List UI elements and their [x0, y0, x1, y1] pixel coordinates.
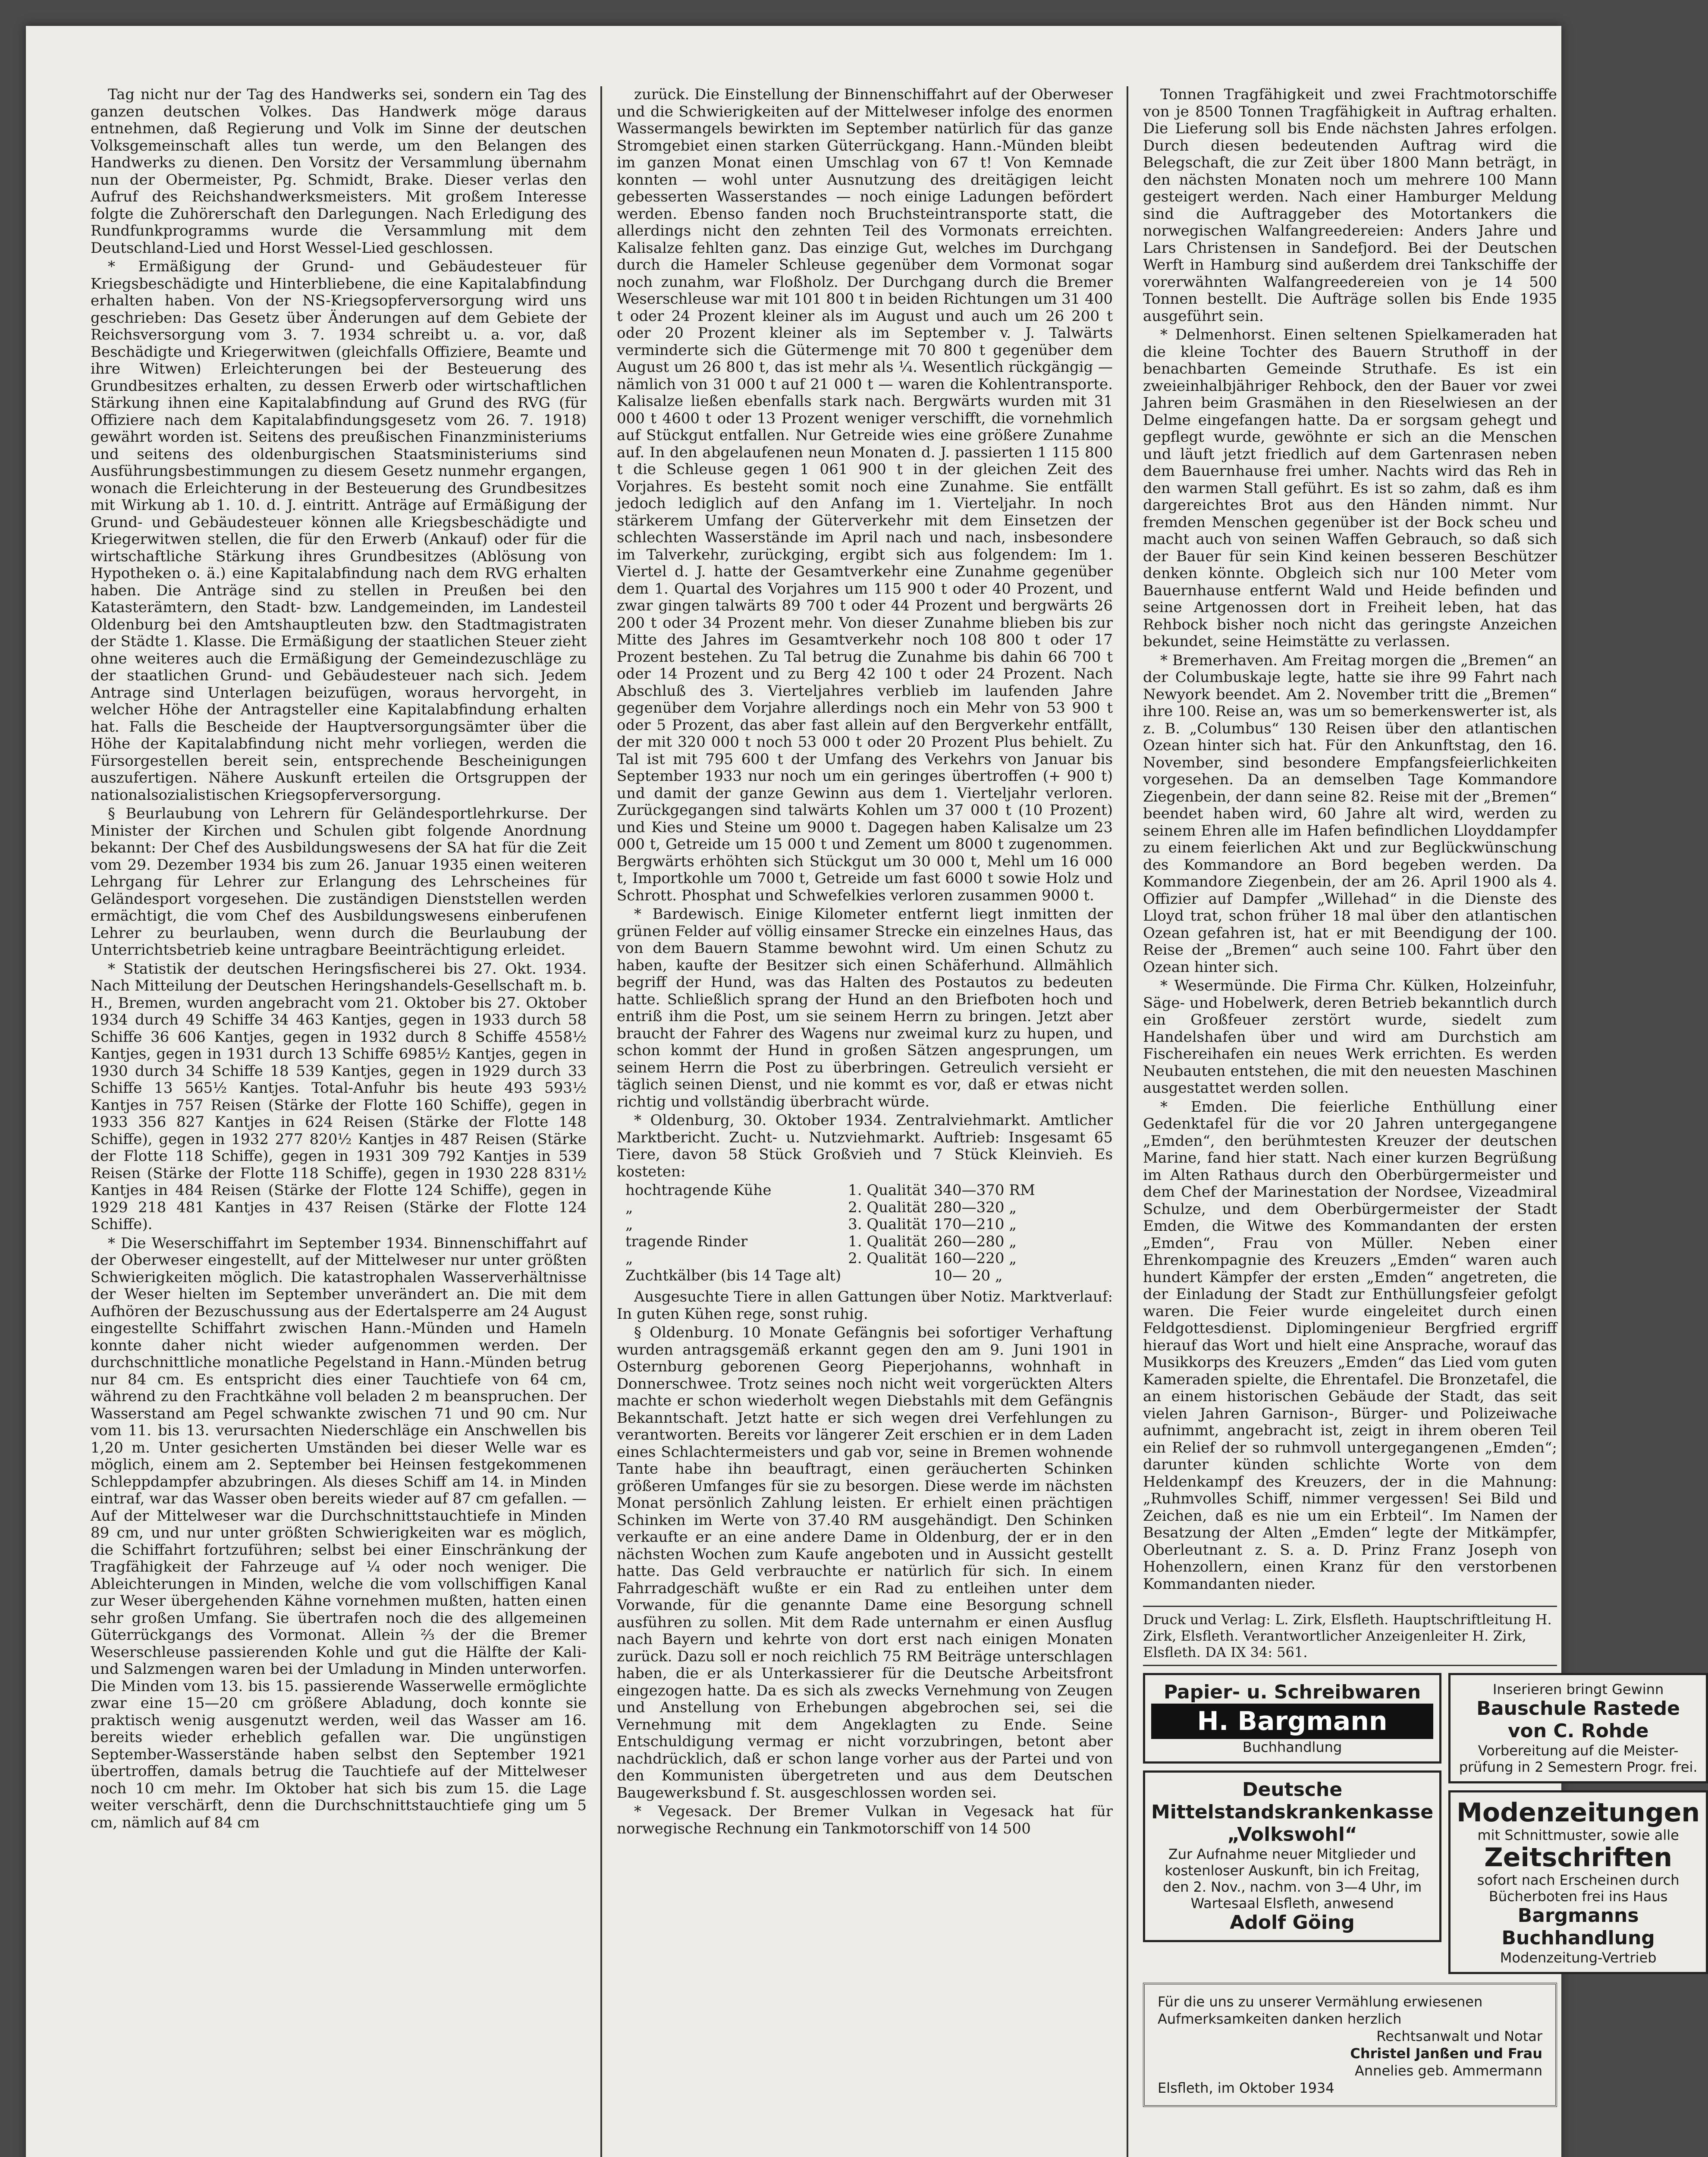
- ad-krankenkasse: Deutsche Mittelstandskrankenkasse „Volkswohl“ Zur Aufnahme neuer Mitglieder und kostenloser Auskunft, bin ich Freitag, den 2. Nov., nachm. von 3—4 Uhr, im Wartesaal Elsfleth, anwesend Adolf Göing: [1143, 1770, 1441, 1942]
- article-bremerhaven: * Bremerhaven. Am Freitag morgen die „Bremen“ an der Columbuskaje legte, hatte sie ihre 99 Fahrt nach Newyork beendet. Am 2. November tritt die „Bremen“ ihre 100. Reise an, was um so bemerkenswerter ist, als z. B. „Columbus“ 130 Reisen über den atlantischen Ozean hinter sich hat. Für den Ankunftstag, den 16. November, sind besondere Empfangsfeierlichkeiten vorgesehen. Da an demselben Tage Kommandore Ziegenbein, der dann seine 82. Reise mit der „Bremen“ beendet haben wird, 60 Jahre alt wird, werden zu seinem Ehren alle im Hafen befindlichen Lloyddampfer zu einem feierlichen Akt und zur Beglückwünschung des Kommandore an Bord begeben werden. Da Kommandore Ziegenbein, der am 26. April 1900 als 4. Offizier auf Dampfer „Willehad“ in die Dienste des Lloyd trat, schon früher 18 mal über den atlantischen Ozean gefahren ist, hat er mit Beendigung der 100. Reise der „Bremen“ auch seine 100. Fahrt über den Ozean hinter sich.: [1143, 651, 1557, 976]
- ad-modenzeitungen: Modenzeitungen mit Schnittmuster, sowie alle Zeitschriften sofort nach Erscheinen durch Bücherboten frei ins Haus Bargmanns Buchhandlung Modenzeitung-Vertrieb: [1448, 1790, 1708, 1974]
- article-bardewisch: * Bardewisch. Einige Kilometer entfernt liegt inmitten der grünen Felder auf völlig einsamer Strecke ein einzelnes Haus, das von dem Bauern Stamme bewohnt wird. Um einen Schutz zu haben, kaufte der Besitzer sich einen Schäferhund. Allmählich begriff der Hund, was das Halten des Postautos zu bedeuten hatte. Schließlich sprang der Hund an den Briefboten hoch und entriß ihm die Post, um sie seinem Herrn zu bringen. Jetzt aber braucht der Fahrer des Wagens nur zweimal kurz zu hupen, und schon kommt der Hund in großen Sätzen angesprungen, um seinem Herrn die Post zu überbringen. Getreulich versieht er täglich seinen Dienst, und nie kommt es vor, daß er etwas nicht richtig und vollständig überbracht würde.: [617, 906, 1113, 1110]
- thanks-notice: Für die uns zu unserer Vermählung erwiesenen Aufmerksamkeiten danken herzlich Rechtsanwalt und Notar Christel Janßen und Frau Annelies geb. Ammermann Elsfleth, im Oktober 1934: [1143, 1983, 1557, 2107]
- article-lehrer: § Beurlaubung von Lehrern für Geländesportlehrkurse. Der Minister der Kirchen und Schulen gibt folgende Anordnung bekannt: Der Chef des Ausbildungswesens der SA hat für die Zeit vom 29. Dezember 1934 bis zum 26. Januar 1935 einen weiteren Lehrgang für Lehrer zur Erlangung des Lehrscheines für Geländesport vorgesehen. Die zuständigen Dienststellen werden ermächtigt, die vom Chef des Ausbildungswesens einberufenen Lehrer zu beurlauben, wenn durch die Beurlaubung der Unterrichtsbetrieb keine untragbare Beeinträchtigung erleidet.: [91, 805, 587, 959]
- column-rule: [600, 86, 602, 2157]
- column-2: [617, 86, 1113, 2157]
- article-vegesack: * Vegesack. Der Bremer Vulkan in Vegesack hat für norwegische Rechnung ein Tankmotorschiff von 14 500: [617, 1803, 1113, 1837]
- article-heringsfischerei: * Statistik der deutschen Heringsfischerei bis 27. Okt. 1934. Nach Mitteilung der Deutschen Heringshandels-Gesellschaft m. b. H., Bremen, wurden angebracht vom 21. Oktober bis 27. Oktober 1934 durch 49 Schiffe 34 463 Kantjes, gegen in 1933 durch 58 Schiffe 36 606 Kantjes, gegen in 1932 durch 8 Schiffe 4558½ Kantjes, gegen in 1931 durch 13 Schiffe 6985½ Kantjes, gegen in 1930 durch 34 Schiffe 18 539 Kantjes, gegen in 1929 durch 33 Schiffe 13 565½ Kantjes. Total-Anfuhr bis heute 493 593½ Kantjes in 757 Reisen (Stärke der Flotte 160 Schiffe), gegen in 1933 356 827 Kantjes in 624 Reisen (Stärke der Flotte 148 Schiffe), gegen in 1932 277 820½ Kantjes in 487 Reisen (Stärke der Flotte 118 Schiffe), gegen in 1931 309 792 Kantjes in 539 Reisen (Stärke der Flotte 118 Schiffe), gegen in 1930 228 831½ Kantjes in 484 Reisen (Stärke der Flotte 124 Schiffe), gegen in 1929 218 481 Kantjes in 437 Reisen (Stärke der Flotte 124 Schiffe).: [91, 960, 587, 1233]
- article-oldenburg-gericht: § Oldenburg. 10 Monate Gefängnis bei sofortiger Verhaftung wurden antragsgemäß erkannt gegen den am 9. Juni 1901 in Osternburg geborenen Georg Pieperjohanns, wohnhaft in Donnerschwee. Trotz seines noch nicht weit vorgerückten Alters machte er schon wiederholt wegen Diebstahls mit dem Gefängnis Bekanntschaft. Jetzt hatte er sich wegen drei Verfehlungen zu verantworten. Bereits vor längerer Zeit erschien er in dem Laden eines Schlachtermeisters und gab vor, seine in Bremen wohnende Tante habe ihn beauftragt, einen geräucherten Schinken größeren Umfanges für sie zu besorgen. Diese werde im nächsten Monat persönlich Zahlung leisten. Er erhielt einen prächtigen Schinken im Werte von 37.40 RM ausgehändigt. Den Schinken verkaufte er an eine andere Dame in Oldenburg, der er in den nächsten Wochen zum Kaufe angeboten und in Aussicht gestellt hatte. Das Geld verbrauchte er natürlich für sich. In einem Fahrradgeschäft wußte er ein Rad zu entleihen unter dem Vorwande, für die genannte Dame eine Besorgung schnell ausführen zu sollen. Mit dem Rade unternahm er einen Ausflug nach Bayern und kehrte von dort erst nach einigen Monaten zurück. Dazu soll er noch reichlich 75 RM Beiträge unterschlagen haben, die er als Unterkassierer für die Deutsche Arbeitsfront eingezogen hatte. Da es sich als zwecks Vernehmung von Zeugen und Anstellung von Erhebungen abgebrochen sei, sei die Vernehmung mit dem Angeklagten zu Ende. Seine Entschuldigung vermag er nicht vorzubringen, betont aber nachdrücklich, daß er schon lange vorher aus der Partei und von den Kommunisten übergetreten und aus dem Deutschen Baugewerksbund f. St. ausgeschlossen worden sei.: [617, 1324, 1113, 1802]
- article-wesermuende: * Wesermünde. Die Firma Chr. Külken, Holzeinfuhr, Säge- und Hobelwerk, deren Betrieb bekanntlich durch ein Großfeuer zerstört wurde, siedelt zum Handelshafen über und wird am Durchstich am Fischereihafen ein neues Werk errichten. Es werden Neubauten entstehen, die mit den neuesten Maschinen ausgestattet werden sollen.: [1143, 977, 1557, 1097]
- article-emden: * Emden. Die feierliche Enthüllung einer Gedenktafel für die vor 20 Jahren untergegangene „Emden“, den berühmtesten Kreuzer der deutschen Marine, fand hier statt. Nach einer kurzen Begrüßung im Alten Rathaus durch den Oberbürgermeister und dem Chef der Marinestation der Nordsee, Vizeadmiral Schulze, und dem Oberbürgermeister der Stadt Emden, die Witwe des Kommandanten der ersten „Emden“, Frau von Müller. Neben einer Ehrenkompagnie des Kreuzers „Emden“ waren auch hundert Kämpfer der ersten „Emden“ angetreten, die der Einladung der Stadt zur Enthüllungsfeier gefolgt waren. Die Feier wurde eingeleitet durch einen Feldgottesdienst. Diplomingenieur Bergfried ergriff hierauf das Wort und hielt eine Ansprache, worauf das Musikkorps des Kreuzers „Emden“ das Lied vom guten Kameraden spielte, die Ehrentafel. Die Bronzetafel, die an einem historischen Gebäude der Stadt, das seit vielen Jahren Garnison-, Bürger- und Polizeiwache aufnimmt, angebracht ist, zeigt in ihrem oberen Teil ein Relief der so ruhmvoll untergegangenen „Emden“; darunter künden schlichte Worte von dem Heldenkampf des Kreuzers, der in die Mahnung: „Ruhmvolles Schiff, nimmer vergessen! Sei Bild und Zeichen, daß es nie um ein Erbteil“. Im Namen der Besatzung der Alten „Emden“ legte der Mitkämpfer, Oberleutnant z. S. a. D. Prinz Franz Joseph von Hohenzollern, einen Kranz für den verstorbenen Kommandanten nieder.: [1143, 1098, 1557, 1593]
- table-row: „ 2. Qualität 280—320 „: [625, 1198, 1017, 1216]
- imprint: Druck und Verlag: L. Zirk, Elsfleth. Hauptschriftleitung H. Zirk, Elsfleth. Verantwortlicher Anzeigenleiter H. Zirk, Elsfleth. DA IX 34: 561.: [1143, 1606, 1557, 1666]
- article-kriegsbeschaedigte: * Ermäßigung der Grund- und Gebäudesteuer für Kriegsbeschädigte und Hinterbliebene, die eine Kapitalabfindung erhalten haben. Von der NS-Kriegsopferversorgung wird uns geschrieben: Das Gesetz über Änderungen auf dem Gebiete der Reichsversorgung vom 3. 7. 1934 schreibt u. a. vor, daß Beschädigte und Kriegerwitwen (gleichfalls Offiziere, Beamte und ihre Witwen) Erleichterungen bei der Besteuerung des Grundbesitzes erhalten, zu dessen Erwerb oder wirtschaftlichen Stärkung ihnen eine Kapitalabfindung auf Grund des RVG (für Offiziere nach dem Kapitalabfindungsgesetz vom 26. 7. 1918) gewährt worden ist. Seitens des preußischen Finanzministeriums und seitens des oldenburgischen Staatsministeriums sind Ausführungsbestimmungen zu diesem Gesetz nunmehr ergangen, wonach die Erleichterung in der Besteuerung des Grundbesitzes mit Wirkung ab 1. 10. d. J. eintritt. Anträge auf Ermäßigung der Grund- und Gebäudesteuer können alle Kriegsbeschädigte und Kriegerwitwen stellen, die für den Erwerb (Ankauf) oder für die wirtschaftliche Stärkung ihres Grundbesitzes (Ablösung von Hypotheken o. ä.) eine Kapitalabfindung nach dem RVG erhalten haben. Die Anträge sind zu stellen in Preußen bei den Katasterämtern, den Stadt- bzw. Landgemeinden, im Landesteil Oldenburg bei den Amtshauptleuten bzw. den Stadtmagistraten der Städte 1. Klasse. Die Ermäßigung der staatlichen Steuer zieht ohne weiteres auch die Ermäßigung der Gemeindezuschläge zu der staatlichen Grund- und Gebäudesteuer nach sich. Jedem Antrage sind Unterlagen beizufügen, woraus hervorgeht, in welcher Höhe der Antragsteller eine Kapitalabfindung erhalten hat. Falls die Bescheide der Hauptversorgungsämter über die Höhe der Kapitalabfindung nicht mehr vorliegen, werden die Fürsorgestellen bereit sein, entsprechende Bescheinigungen auszufertigen. Nähere Auskunft erteilen die Ortsgruppen der nationalsozialistischen Kriegsopferversorgung.: [91, 258, 587, 804]
- table-row: hochtragende Kühe 1. Qualität 340—370 RM: [625, 1182, 1035, 1199]
- article-weserschiffahrt: * Die Weserschiffahrt im September 1934. Binnenschiffahrt auf der Oberweser eingestellt, auf der Mittelweser nur unter größten Schwierigkeiten möglich. Die katastrophalen Wasserverhältnisse der Weser hielten im September unverändert an. Die mit dem Aufhören der Bezuschussung aus der Edertalsperre am 24 August eingestellte Schiffahrt zwischen Hann.-Münden und Hameln konnte daher nicht wieder aufgenommen werden. Der durchschnittliche monatliche Pegelstand in Hann.-Münden betrug nur 84 cm. Es entspricht dies einer Tauchtiefe von 64 cm, während zu den Frachtkähne voll beladen 2 m beanspruchen. Der Wasserstand am Pegel schwankte zwischen 71 und 90 cm. Nur vom 11. bis 13. verursachten Niederschläge ein Anschwellen bis 1,20 m. Unter gesicherten Umständen bei dieser Welle war es möglich, einem am 2. September bei Heinsen festgekommenen Schleppdampfer abzubringen. Als dieses Schiff am 14. in Minden eintraf, war das Wasser oben bereits wieder auf 87 cm gefallen. — Auf der Mittelweser war die Durchschnittstauchtiefe in Minden 89 cm, und nur unter größten Schwierigkeiten war es möglich, die Schiffahrt fortzuführen; selbst bei einer Einschränkung der Tragfähigkeit der Fahrzeuge auf ¼ oder noch weniger. Die Ableichterungen in Minden, welche die vom vollschiffigen Kanal zur Weser übergehenden Kähne vornehmen mußten, hatten einen sehr großen Umfang. Sie übertrafen noch die des allgemeinen Güterrückgangs des Vormonat. Allein ⅔ der die Bremer Weserschleuse passierenden Kohle und gut die Hälfte der Kali- und Salzmengen waren bei der Umladung in Minden unterworfen. Die Minden vom 13. bis 15. passierende Wasserwelle ermöglichte zwar eine 15—20 cm größere Abladung, doch konnte sie praktisch wenig ausgenutzt werden, weil das Wasser am 16. bereits wieder erheblich gefallen war. Die ungünstigen September-Wasserstände haben selbst den September 1921 übertroffen, damals betrug die Tauchtiefe auf der Mittelweser noch 10 cm mehr. Im Oktober hat sich bis zum 15. die Lage weiter verschärft, denn die Durchschnittstauchtiefe ging um 5 cm, nämlich auf 84 cm: [91, 1234, 587, 1831]
- ad-bargmann-papier: Papier- u. Schreibwaren H. Bargmann Buchhandlung: [1143, 1673, 1441, 1764]
- article-paragraph: Tag nicht nur der Tag des Handwerks sei, sondern ein Tag des ganzen deutschen Volkes. Das Handwerk möge daraus entnehmen, daß Regierung und Volk im Sinne der deutschen Volksgemeinschaft alles tun werde, um den Belangen des Handwerks zu dienen. Den Vorsitz der Versammlung übernahm nun der Obermeister, Pg. Schmidt, Brake. Dieser verlas den Aufruf des Reichshandwerksmeisters. Mit großem Interesse folgte die Zuhörerschaft den Darlegungen. Nach Erledigung des Rundfunkprogramms wurde die Versammlung mit dem Deutschland-Lied und Horst Wessel-Lied geschlossen.: [91, 86, 587, 257]
- ad-bauschule-rastede: Inserieren bringt Gewinn Bauschule Rastede von C. Rohde Vorbereitung auf die Meister-prüfung in 2 Semestern Progr. frei.: [1448, 1673, 1708, 1783]
- newspaper-page: [26, 26, 1700, 2157]
- column-3: [1143, 86, 1700, 2157]
- article-paragraph: Ausgesuchte Tiere in allen Gattungen über Notiz. Marktverlauf: In guten Kühen rege, sonst ruhig.: [617, 1288, 1113, 1323]
- column-rule: [1127, 86, 1128, 2157]
- price-table: [625, 1182, 1042, 1284]
- table-row: Zuchtkälber (bis 14 Tage alt) 10— 20 „: [625, 1267, 1003, 1284]
- column-1: [91, 86, 587, 2157]
- table-row: „ 2. Qualität 160—220 „: [625, 1250, 1017, 1267]
- article-paragraph: Tonnen Tragfähigkeit und zwei Frachtmotorschiffe von je 8500 Tonnen Tragfähigkeit in Auftrag erhalten. Die Lieferung soll bis Ende nächsten Jahres erfolgen. Durch diesen bedeutenden Auftrag wird die Belegschaft, die zur Zeit über 1800 Mann beträgt, in den nächsten Monaten noch um mehrere 100 Mann gesteigert werden. Nach einer Hamburger Meldung sind die Auftraggeber des Motortankers die norwegischen Walfangreedereien: Anders Jahre und Lars Christensen in Sandefjord. Bei der Deutschen Werft in Hamburg sind außerdem drei Tankschiffe der vorerwähnten Walfangreedereien von je 14 500 Tonnen bestellt. Die Aufträge sollen bis Ende 1935 ausgeführt sein.: [1143, 86, 1557, 325]
- table-row: tragende Rinder 1. Qualität 260—280 „: [625, 1233, 1017, 1250]
- table-row: „ 3. Qualität 170—210 „: [625, 1216, 1017, 1233]
- article-paragraph: zurück. Die Einstellung der Binnenschiffahrt auf der Oberweser und die Schwierigkeiten auf der Mittelweser infolge des enormen Wassermangels bewirkten im September natürlich für das ganze Stromgebiet einen starken Güterrückgang. Hann.-Münden bleibt im ganzen Monat einen Umschlag von 67 t! Von Kemnade konnten — wohl unter Ausnutzung des dreitägigen leicht gebesserten Wasserstandes — noch einige Ladungen befördert werden. Ebenso fanden noch Bruchsteintransporte statt, die allerdings nicht den zehnten Teil des Vormonats erreichten. Kalisalze fehlten ganz. Das einzige Gut, welches im Durchgang durch die Hameler Schleuse gegenüber dem Vormonat sogar noch zunahm, war Floßholz. Der Durchgang durch die Bremer Weserschleuse war mit 101 800 t in beiden Richtungen um 31 400 t oder 24 Prozent kleiner als im August und auch um 26 200 t oder 20 Prozent kleiner als im September v. J. Talwärts verminderte sich die Gütermenge mit 70 800 t gegenüber dem August um 26 800 t, das ist mehr als ¼. Wesentlich rückgängig — nämlich von 31 000 t auf 21 000 t — waren die Kohlentransporte. Kalisalze ließen ebenfalls stark nach. Bergwärts wurden mit 31 000 t 4600 t oder 13 Prozent weniger verschifft, die vornehmlich auf Stückgut entfallen. Nur Getreide wies eine größere Zunahme auf. In den abgelaufenen neun Monaten d. J. passierten 1 115 800 t die Schleuse gegen 1 061 900 t in der gleichen Zeit des Vorjahres. Es besteht somit noch eine Zunahme. Sie entfällt jedoch lediglich auf den Anfang im 1. Vierteljahr. In noch stärkerem Umfang der Güterverkehr mit dem Einsetzen der schlechten Wasserstände im April nach und nach, insbesondere im Talverkehr, zurückging, ergibt sich aus folgendem: Im 1. Viertel d. J. hatte der Gesamtverkehr eine Zunahme gegenüber dem 1. Quartal des Vorjahres um 115 900 t oder 40 Prozent, und zwar gingen talwärts 89 700 t oder 44 Prozent und bergwärts 26 200 t oder 34 Prozent mehr. Von dieser Zunahme blieben bis zur Mitte des Jahres im Gesamtverkehr noch 108 800 t oder 17 Prozent bestehen. Zu Tal betrug die Zunahme bis dahin 66 700 t oder 14 Prozent und zu Berg 42 100 t oder 24 Prozent. Nach Abschluß des 3. Vierteljahres verblieb im laufenden Jahre gegenüber dem Vorjahre allerdings noch ein Mehr von 53 900 t oder 5 Prozent, das aber fast allein auf den Bergverkehr entfällt, der mit 320 000 t noch 53 000 t oder 20 Prozent Plus behielt. Zu Tal ist mit 795 600 t der Umfang des Verkehrs von Januar bis September 1933 nur noch um ein geringes übertroffen (+ 900 t) und damit der ganze Gewinn aus dem 1. Vierteljahr verloren. Zurückgegangen sind talwärts Kohlen um 37 000 t (10 Prozent) und Kies und Steine um 9000 t. Dagegen haben Kalisalze um 23 000 t, Getreide um 15 000 t und Zement um 8000 t zugenommen. Bergwärts erhöhten sich Stückgut um 30 000 t, Mehl um 16 000 t, Importkohle um 7000 t, Getreide um fast 6000 t sowie Holz und Schrott. Phosphat und Schwefelkies verloren zusammen 9000 t.: [617, 86, 1113, 904]
- ads-row: [1143, 1666, 1700, 1974]
- article-delmenhorst: * Delmenhorst. Einen seltenen Spielkameraden hat die kleine Tochter des Bauern Struthoff in der benachbarten Gemeinde Struthafe. Es ist ein zweieinhalbjähriger Rehbock, den der Bauer vor zwei Jahren beim Grasmähen in den Rieselwiesen an der Delme eingefangen hatte. Da er sorgsam gehegt und gepflegt wurde, gewöhnte er sich an die Menschen und läuft jetzt friedlich auf dem Gartenrasen neben dem Bauernhause frei umher. Nachts wird das Reh in den warmen Stall geführt. Es ist so zahm, daß es ihm dargereichtes Brot aus den Händen nimmt. Nur fremden Menschen gegenüber ist der Bock scheu und macht auch von seinen Waffen Gebrauch, so daß sich der Bauer für sein Kind keinen besseren Beschützer denken könnte. Obgleich sich nur 100 Meter vom Bauernhause entfernt Wald und Heide befinden und seine Artgenossen dort in Freiheit leben, hat das Rehbock bisher noch nicht das geringste Anzeichen bekundet, seine Heimstätte zu verlassen.: [1143, 326, 1557, 650]
- article-oldenburg-markt: * Oldenburg, 30. Oktober 1934. Zentralviehmarkt. Amtlicher Marktbericht. Zucht- u. Nutzviehmarkt. Auftrieb: Insgesamt 65 Tiere, davon 58 Stück Großvieh und 7 Stück Kleinvieh. Es kosteten:: [617, 1112, 1113, 1180]
